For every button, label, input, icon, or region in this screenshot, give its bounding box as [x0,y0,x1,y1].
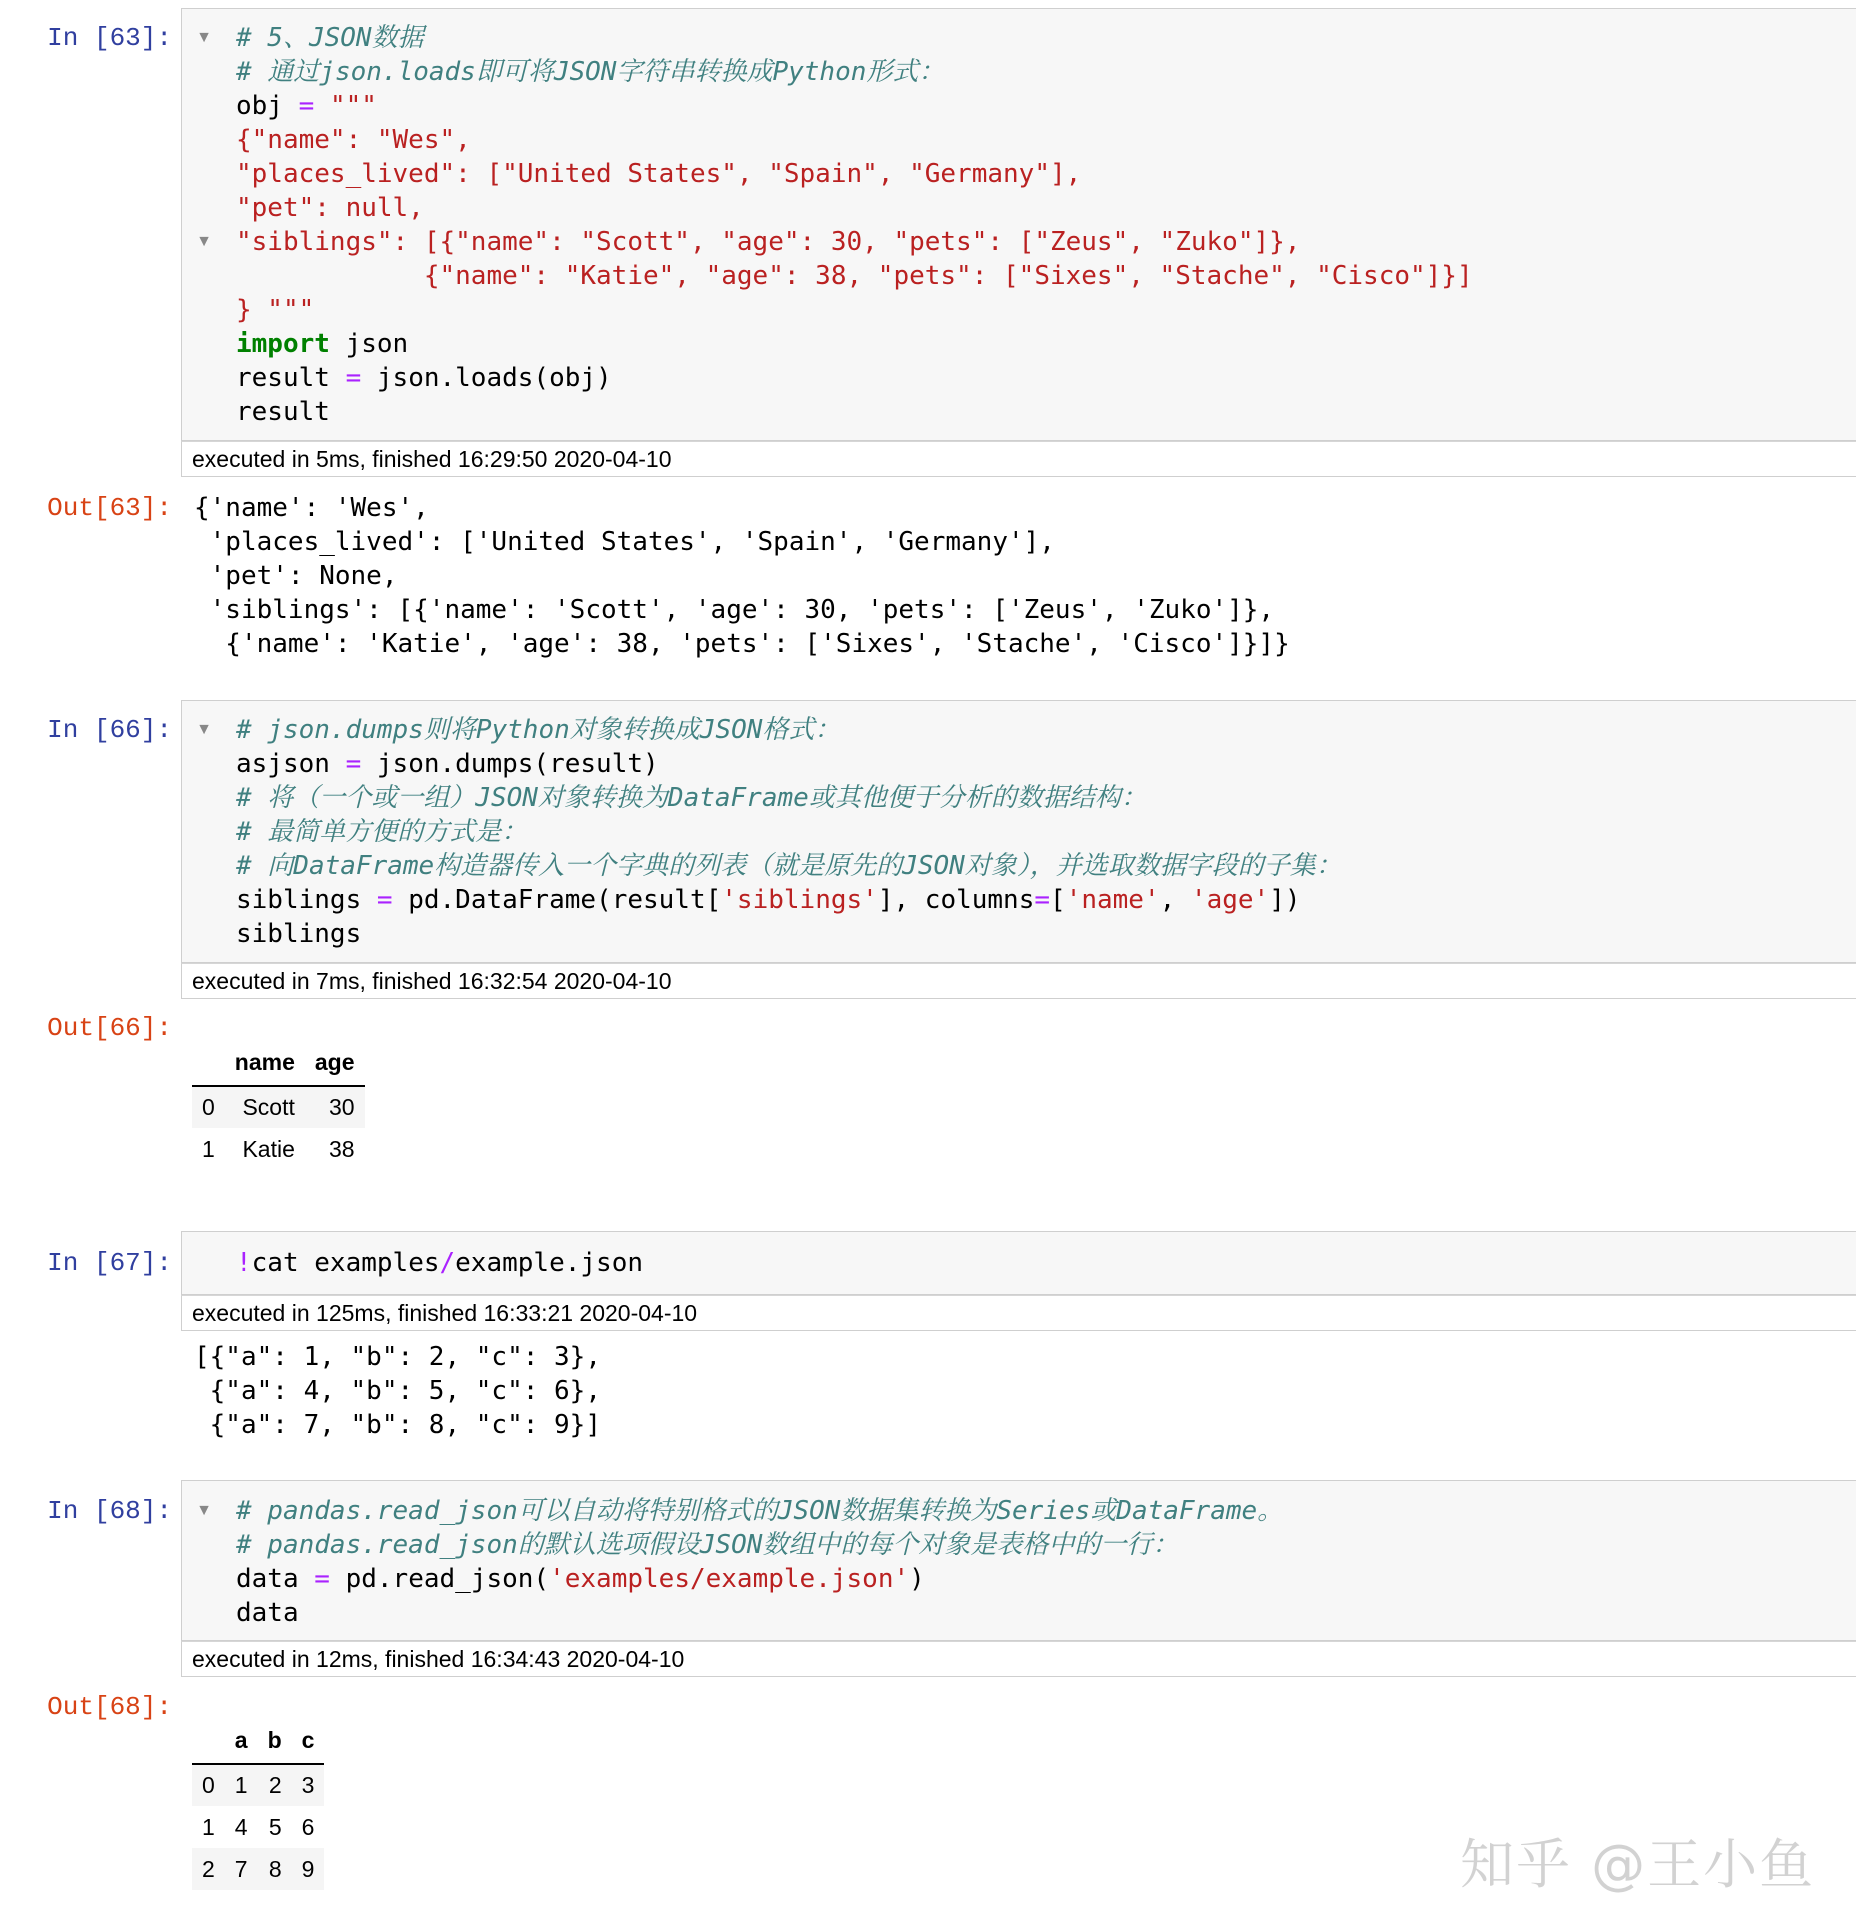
table-cell: 2 [268,1772,282,1798]
table-cell: Scott [242,1094,295,1120]
table-cell: 3 [301,1772,315,1798]
out-prompt-63: Out[63]: [47,493,172,523]
execution-info-63: executed in 5ms, finished 16:29:50 2020-04-10 [181,441,1856,477]
table-row [192,1806,324,1848]
fold-arrow-icon[interactable]: ▼ [196,29,212,46]
in-prompt-68: In [68]: [47,1496,172,1526]
output-text-67: [{"a": 1, "b": 2, "c": 3}, {"a": 4, "b": 5, "c": 6}, {"a": 7, "b": 8, "c": 9}] [194,1342,601,1440]
column-header: a [225,1718,258,1764]
execution-info-67: executed in 125ms, finished 16:33:21 2020-04-10 [181,1295,1856,1331]
code-editor-68[interactable]: # pandas.read_json可以自动将特别格式的JSON数据集转换为Series或DataFrame。 # pandas.read_json的默认选项假设JSON数组中的每个对象是表格中的一行： data = pd.read_json('examples/example.json') data [236,1496,1284,1628]
execution-info-68: executed in 12ms, finished 16:34:43 2020-04-10 [181,1641,1856,1677]
code-editor-66[interactable]: # json.dumps则将Python对象转换成JSON格式： asjson = json.dumps(result) # 将（一个或一组）JSON对象转换为DataFrame或其他便于分析的数据结构： # 最简单方便的方式是： # 向DataFrame构造器传入一个字典的列表（就是原先的JSON对象），并选取数据字段的子集： siblings = pd.DataFrame(result['siblings'], columns=['name', 'age']) siblings [236,715,1342,949]
output-text-63: {'name': 'Wes', 'places_lived': ['United States', 'Spain', 'Germany'], 'pet': None, 'siblings': [{'name': 'Scott', 'age': 30, 'pets': ['Zeus', 'Zuko']}, {'name': 'Katie', 'age': 38, 'pets': ['Sixes', 'Stache', 'Cisco']}]} [194,493,1290,659]
table-row [192,1764,324,1806]
table-cell: 9 [301,1855,315,1882]
table-cell: 4 [234,1813,248,1840]
row-index: 0 [202,1094,215,1120]
in-prompt-67: In [67]: [47,1248,172,1278]
out-prompt-68: Out[68]: [47,1692,172,1722]
column-header: b [258,1718,292,1764]
table-cell: 8 [268,1855,282,1882]
in-prompt-66: In [66]: [47,715,172,745]
table-row [192,1086,365,1128]
table-cell: 6 [301,1813,315,1840]
code-editor-63[interactable]: # 5、JSON数据 # 通过json.loads即可将JSON字符串转换成Python形式： obj = """ {"name": "Wes", "places_lived": ["United States", "Spain", "Germany"], "pet": null, "siblings": [{"name": "Scott", "age": 30, "pets": ["Zeus", "Zuko"]}, {"name": "Katie", "age": 38, "pets": ["Sixes", "Stache", "Cisco"]}] } """ import json result = json.loads(obj) result [236,23,1473,427]
table-row [192,1848,324,1890]
table-cell: 7 [234,1855,248,1882]
in-prompt-63: In [63]: [47,23,172,53]
row-index: 1 [202,1135,215,1162]
index-header [192,1040,225,1086]
table-cell: 5 [268,1813,282,1840]
watermark: 知乎 @王小鱼 [1460,1833,1816,1896]
column-header: c [292,1718,325,1764]
table-cell: Katie [242,1135,295,1162]
table-cell: 38 [328,1135,355,1162]
row-index: 2 [202,1855,215,1882]
column-header: name [225,1040,305,1086]
out-prompt-66: Out[66]: [47,1013,172,1043]
table-cell: 30 [328,1094,355,1120]
code-editor-67[interactable]: !cat examples/example.json [236,1248,643,1278]
table-row [192,1128,365,1170]
dataframe-siblings [192,1040,365,1170]
index-header [192,1718,225,1764]
row-index: 1 [202,1813,215,1840]
fold-arrow-icon[interactable]: ▼ [196,233,212,250]
execution-info-66: executed in 7ms, finished 16:32:54 2020-04-10 [181,963,1856,999]
row-index: 0 [202,1772,215,1798]
column-header: age [305,1040,365,1086]
dataframe-data [192,1718,324,1890]
table-cell: 1 [234,1772,248,1798]
fold-arrow-icon[interactable]: ▼ [196,1502,212,1519]
fold-arrow-icon[interactable]: ▼ [196,721,212,738]
